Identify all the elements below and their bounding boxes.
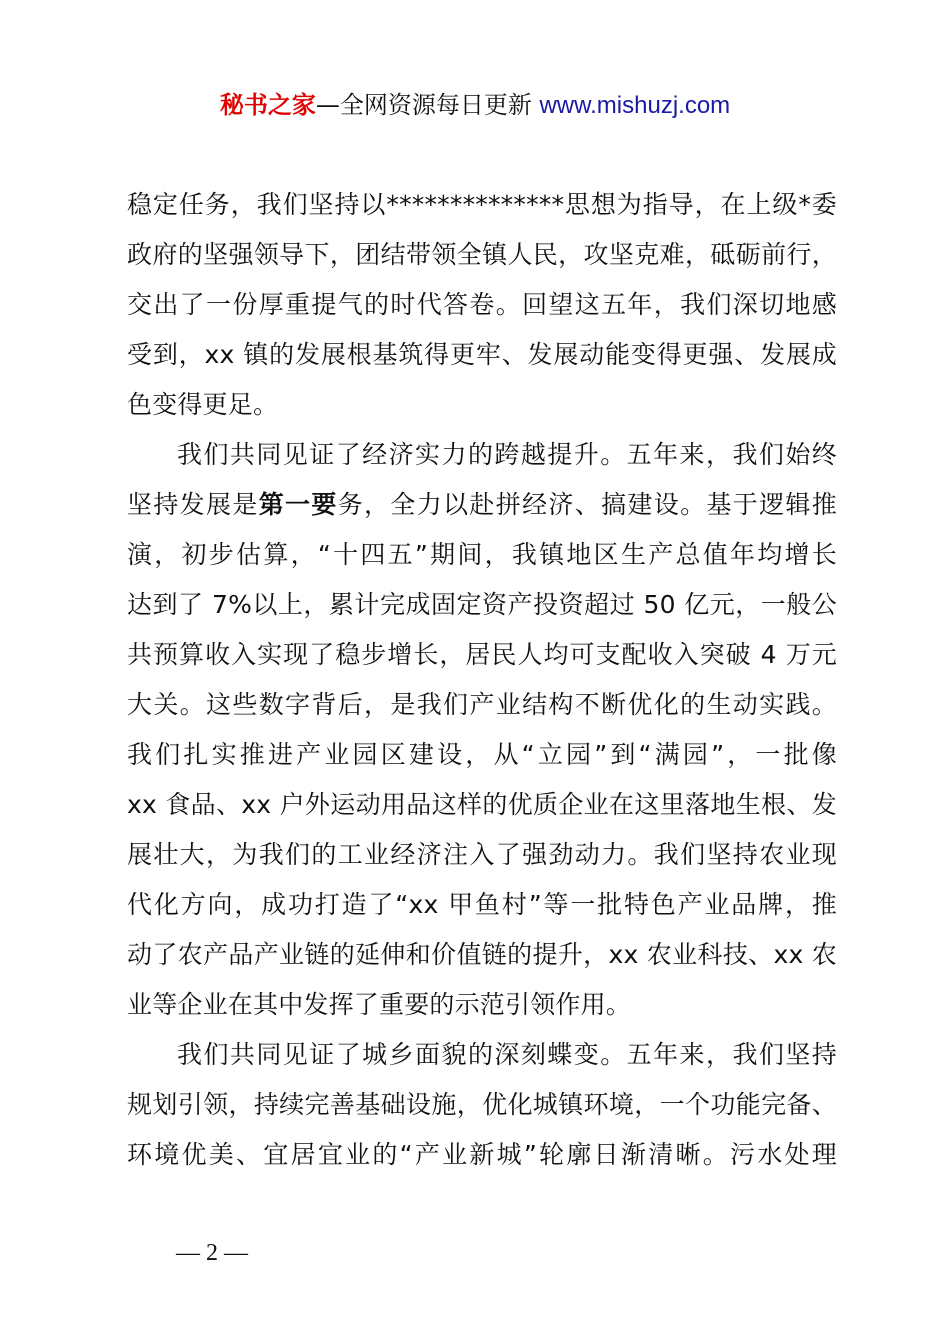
text-line: 达到了 7%以上，累计完成固定资产投资超过 50 亿元，一般公 <box>127 590 837 619</box>
paragraph-3 <box>127 1030 837 1180</box>
text-line: 政府的坚强领导下，团结带领全镇人民，攻坚克难，砥砺前行， <box>127 240 837 269</box>
paragraph-2 <box>127 430 837 1030</box>
text-line: 交出了一份厚重提气的时代答卷。回望这五年，我们深切地感 <box>127 290 837 319</box>
text-line: 我们共同见证了经济实力的跨越提升。五年来，我们始终 <box>177 440 837 469</box>
text-line: 演，初步估算，“十四五”期间，我镇地区生产总值年均增长 <box>127 540 837 569</box>
page-header <box>0 88 950 123</box>
text-line: 规划引领，持续完善基础设施，优化城镇环境，一个功能完备、 <box>127 1090 837 1119</box>
page-number: — 2 — <box>176 1240 248 1266</box>
text-line: 大关。这些数字背后，是我们产业结构不断优化的生动实践。 <box>127 690 837 719</box>
paragraph-1 <box>127 180 837 430</box>
bold-emphasis: 第一要 <box>258 490 338 519</box>
text-line: 环境优美、宜居宜业的“产业新城”轮廓日渐清晰。污水处理 <box>127 1140 837 1169</box>
text-line: 稳定任务，我们坚持以**************思想为指导，在上级*委 <box>127 190 837 219</box>
text-run: 务，全力以赴拼经济、搞建设。基于逻辑推 <box>337 490 837 519</box>
text-line: 业等企业在其中发挥了重要的示范引领作用。 <box>127 990 632 1019</box>
header-tagline: —全网资源每日更新 <box>315 91 540 119</box>
text-line: 代化方向，成功打造了“xx 甲鱼村”等一批特色产业品牌，推 <box>127 890 837 919</box>
text-line: 动了农产品产业链的延伸和价值链的提升，xx 农业科技、xx 农 <box>127 940 837 969</box>
text-line: 我们共同见证了城乡面貌的深刻蝶变。五年来，我们坚持 <box>177 1040 837 1069</box>
text-line: 色变得更足。 <box>127 390 279 419</box>
text-run: 坚持发展是 <box>127 490 259 519</box>
text-line <box>127 480 837 530</box>
document-body <box>127 180 837 1180</box>
text-line: 我们扎实推进产业园区建设，从“立园”到“满园”，一批像 <box>127 740 837 769</box>
text-line: 展壮大，为我们的工业经济注入了强劲动力。我们坚持农业现 <box>127 840 837 869</box>
text-line: 受到，xx 镇的发展根基筑得更牢、发展动能变得更强、发展成 <box>127 340 837 369</box>
text-line: xx 食品、xx 户外运动用品这样的优质企业在这里落地生根、发 <box>127 790 837 819</box>
brand-name: 秘书之家 <box>219 91 316 119</box>
text-line: 共预算收入实现了稳步增长，居民人均可支配收入突破 4 万元 <box>127 640 837 669</box>
site-url-link[interactable]: www.mishuzj.com <box>539 92 731 119</box>
